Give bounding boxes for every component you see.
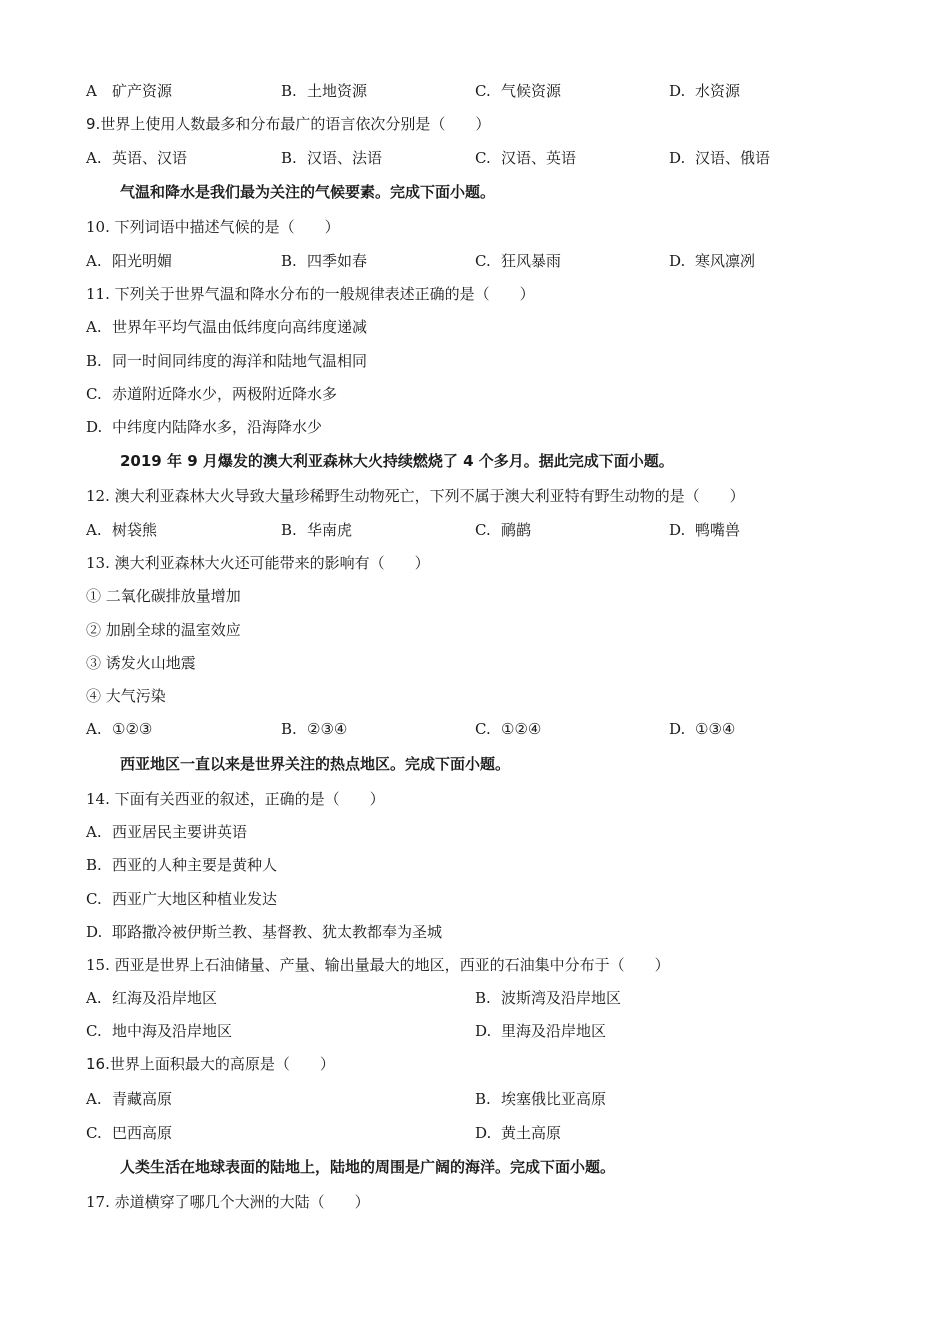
q14-option-b[interactable]: B. 西亚的人种主要是黄种人 — [86, 856, 278, 874]
q12-option-b[interactable]: B. 华南虎 — [281, 521, 353, 539]
q10-stem: 10. 下列词语中描述气候的是（ ） — [86, 218, 340, 236]
q14-stem: 14. 下面有关西亚的叙述，正确的是（ ） — [86, 790, 385, 808]
q13-item-4: ④ 大气污染 — [86, 687, 166, 705]
q16-options-row2 — [86, 1123, 926, 1143]
q16-option-c[interactable]: C. 巴西高原 — [86, 1124, 173, 1142]
q12-options — [86, 520, 926, 540]
q16-option-b[interactable]: B. 埃塞俄比亚高原 — [475, 1090, 607, 1108]
q13-option-a[interactable]: A. ①②③ — [86, 720, 153, 738]
q12-option-a[interactable]: A. 树袋熊 — [86, 521, 158, 539]
q15-option-b[interactable]: B. 波斯湾及沿岸地区 — [475, 989, 622, 1007]
q13-stem: 13. 澳大利亚森林大火还可能带来的影响有（ ） — [86, 554, 430, 572]
q8-option-a[interactable]: A 矿产资源 — [86, 82, 173, 100]
passage-australia-fire: 2019 年 9 月爆发的澳大利亚森林大火持续燃烧了 4 个多月。据此完成下面小题。 — [120, 452, 674, 470]
q12-stem: 12. 澳大利亚森林大火导致大量珍稀野生动物死亡，下列不属于澳大利亚特有野生动物的是（ ） — [86, 487, 745, 505]
q11-stem: 11. 下列关于世界气温和降水分布的一般规律表述正确的是（ ） — [86, 285, 535, 303]
q11-option-a[interactable]: A. 世界年平均气温由低纬度向高纬度递减 — [86, 318, 368, 336]
q16-stem: 16.世界上面积最大的高原是（ ） — [86, 1055, 335, 1073]
passage-climate: 气温和降水是我们最为关注的气候要素。完成下面小题。 — [120, 183, 496, 201]
q13-option-b[interactable]: B. ②③④ — [281, 720, 348, 738]
q14-option-c[interactable]: C. 西亚广大地区种植业发达 — [86, 890, 278, 908]
q8-option-d[interactable]: D. 水资源 — [669, 82, 741, 100]
q16-options-row1 — [86, 1089, 926, 1109]
q12-option-c[interactable]: C. 鸸鹋 — [475, 521, 532, 539]
q16-option-a[interactable]: A. 青藏高原 — [86, 1090, 173, 1108]
q16-option-d[interactable]: D. 黄土高原 — [475, 1124, 562, 1142]
q10-option-a[interactable]: A. 阳光明媚 — [86, 252, 173, 270]
q15-options-row2 — [86, 1021, 926, 1041]
q13-option-d[interactable]: D. ①③④ — [669, 720, 736, 738]
q8-option-b[interactable]: B. 土地资源 — [281, 82, 368, 100]
q10-option-c[interactable]: C. 狂风暴雨 — [475, 252, 562, 270]
q13-option-c[interactable]: C. ①②④ — [475, 720, 542, 738]
q13-item-2: ② 加剧全球的温室效应 — [86, 621, 241, 639]
q9-option-b[interactable]: B. 汉语、法语 — [281, 149, 383, 167]
q15-stem: 15. 西亚是世界上石油储量、产量、输出量最大的地区，西亚的石油集中分布于（ ） — [86, 956, 670, 974]
q17-stem: 17. 赤道横穿了哪几个大洲的大陆（ ） — [86, 1193, 370, 1211]
q13-item-3: ③ 诱发火山地震 — [86, 654, 196, 672]
q9-option-c[interactable]: C. 汉语、英语 — [475, 149, 577, 167]
q11-option-d[interactable]: D. 中纬度内陆降水多，沿海降水少 — [86, 418, 323, 436]
q12-option-d[interactable]: D. 鸭嘴兽 — [669, 521, 741, 539]
q9-options — [86, 148, 926, 168]
q15-options-row1 — [86, 988, 926, 1008]
q9-option-d[interactable]: D. 汉语、俄语 — [669, 149, 771, 167]
q9-option-a[interactable]: A. 英语、汉语 — [86, 149, 188, 167]
q10-options — [86, 251, 926, 271]
q10-option-d[interactable]: D. 寒风凛冽 — [669, 252, 756, 270]
q9-stem: 9.世界上使用人数最多和分布最广的语言依次分别是（ ） — [86, 115, 491, 133]
q11-option-b[interactable]: B. 同一时间同纬度的海洋和陆地气温相同 — [86, 352, 368, 370]
q14-option-d[interactable]: D. 耶路撒冷被伊斯兰教、基督教、犹太教都奉为圣城 — [86, 923, 443, 941]
q14-option-a[interactable]: A. 西亚居民主要讲英语 — [86, 823, 248, 841]
q13-item-1: ① 二氧化碳排放量增加 — [86, 587, 241, 605]
q10-option-b[interactable]: B. 四季如春 — [281, 252, 368, 270]
q15-option-d[interactable]: D. 里海及沿岸地区 — [475, 1022, 607, 1040]
passage-west-asia: 西亚地区一直以来是世界关注的热点地区。完成下面小题。 — [120, 755, 511, 773]
passage-land-ocean: 人类生活在地球表面的陆地上，陆地的周围是广阔的海洋。完成下面小题。 — [120, 1158, 616, 1176]
q13-options — [86, 719, 926, 739]
q8-option-c[interactable]: C. 气候资源 — [475, 82, 562, 100]
q11-option-c[interactable]: C. 赤道附近降水少，两极附近降水多 — [86, 385, 338, 403]
q15-option-c[interactable]: C. 地中海及沿岸地区 — [86, 1022, 233, 1040]
q15-option-a[interactable]: A. 红海及沿岸地区 — [86, 989, 218, 1007]
q8-options — [86, 81, 926, 101]
